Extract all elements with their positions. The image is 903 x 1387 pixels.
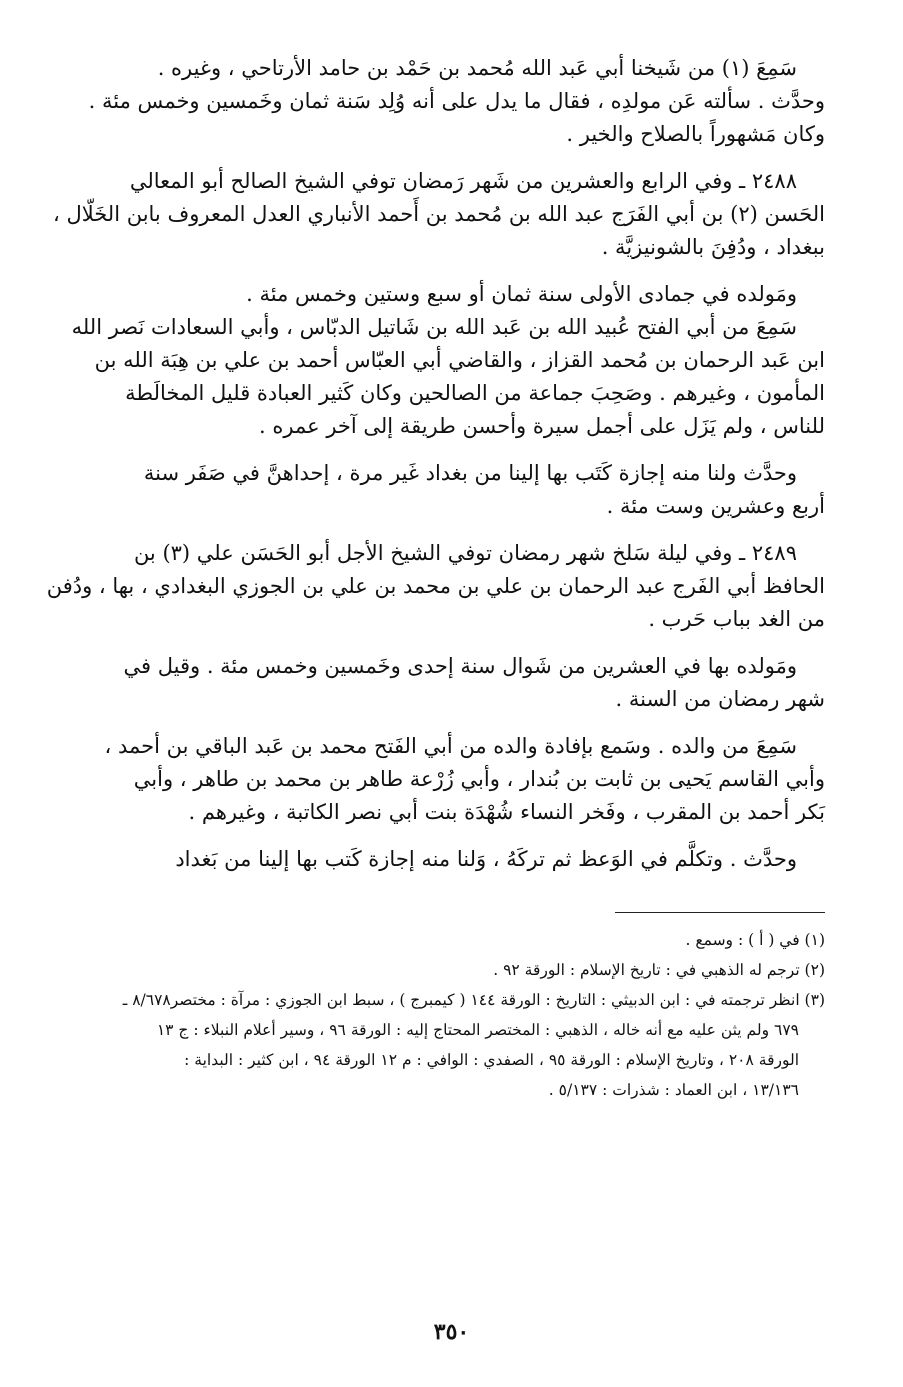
footnotes: [40, 925, 825, 1105]
text-line: الحَسن (٢) بن أبي الفَرَج عبد الله بن مُحمد بن أَحمد الأنباري العدل المعروف بابن الخَلّال ،: [53, 202, 825, 226]
text-line: ابن عَبد الرحمان بن مُحمد القزاز ، والقاضي أبي العبّاس أحمد بن علي بن هِبَة الله بن: [94, 348, 825, 372]
text-line: وحدَّث ولنا منه إجازة كَتَب بها إلينا من بغداد غَير مرة ، إحداهنَّ في صَفَر سنة: [143, 461, 797, 485]
text-line: المأمون ، وغيرهم . وصَحِبَ جماعة من الصالحين وكان كَثير العبادة قليل المخالَطة: [125, 381, 825, 405]
text-line: ببغداد ، ودُفِنَ بالشونيزيَّة .: [601, 235, 825, 259]
entry-2489-teachers: [40, 730, 825, 829]
footnote-3-continuation: ٦٧٩ ولم يثن عليه مع أنه خاله ، الذهبي : المختصر المحتاج إليه : الورقة ٩٦ ، وسير أعلام النبلاء : ج ١٣: [156, 1021, 799, 1039]
entry-2488: [40, 165, 825, 264]
text-line: وكان مَشهوراً بالصلاح والخير .: [566, 122, 825, 146]
footnote-separator: [615, 912, 825, 913]
text-line: بَكر أحمد بن المقرب ، وفَخر النساء شُهْدَة بنت أبي نصر الكاتبة ، وغيرهم .: [188, 800, 825, 824]
footnote-3: (٣) انظر ترجمته في : ابن الدبيثي : التاريخ : الورقة ١٤٤ ( كيمبرج ) ، سبط ابن الجوزي : مرآة : مختصر٨/٦٧٨ ـ: [122, 991, 825, 1009]
text-line: وأبي القاسم يَحيى بن ثابت بن بُندار ، وأبي زُرْعة طاهر بن محمد بن طاهر ، وأبي: [133, 767, 825, 791]
entry-2489: [40, 537, 825, 636]
entry-2488-biography: [40, 278, 825, 443]
text-line: ومَولده في جمادى الأولى سنة ثمان أو سبع وستين وخمس مئة .: [246, 282, 797, 306]
entry-heading-line: ٢٤٨٩ ـ وفي ليلة سَلخ شهر رمضان توفي الشيخ الأجل أبو الحَسَن علي (٣) بن: [133, 541, 797, 565]
footnote-2: (٢) ترجم له الذهبي في : تاريخ الإسلام : الورقة ٩٢ .: [493, 961, 825, 979]
text-line: أربع وعشرين وست مئة .: [606, 494, 825, 518]
text-line: سَمِعَ من أبي الفتح عُبيد الله بن عَبد الله بن شَاتيل الدبّاس ، وأبي السعادات نَصر الله: [71, 315, 797, 339]
text-line: وحدَّث . سألته عَن مولدِه ، فقال ما يدل على أنه وُلِد سَنة ثمان وخَمسين وخمس مئة .: [88, 89, 825, 113]
entry-2489-birth: [40, 650, 825, 716]
text-line: ومَولده بها في العشرين من شَوال سنة إحدى وخَمسين وخمس مئة . وقيل في: [123, 654, 797, 678]
footnote-3-continuation: ١٣/١٣٦ ، ابن العماد : شذرات : ٥/١٣٧ .: [548, 1081, 799, 1099]
page-number: ٣٥٠: [433, 1319, 470, 1345]
text-line: سَمِعَ (١) من شَيخنا أبي عَبد الله مُحمد بن حَمْد بن حامد الأرتاحي ، وغيره .: [157, 56, 797, 80]
text-line: للناس ، ولم يَزَل على أجمل سيرة وأحسن طريقة إلى آخر عمره .: [259, 414, 825, 438]
entry-heading-line: ٢٤٨٨ ـ وفي الرابع والعشرين من شَهر رَمضان توفي الشيخ الصالح أبو المعالي: [129, 169, 797, 193]
text-line: سَمِعَ من والده . وسَمع بإفادة والده من أبي الفَتح محمد بن عَبد الباقي بن أحمد ،: [104, 734, 797, 758]
text-line: وحدَّث . وتكلَّم في الوَعظ ثم تركَهُ ، وَلنا منه إجازة كَتب بها إلينا من بَغداد: [175, 847, 797, 871]
entry-2489-transmission: [40, 843, 825, 876]
entry-2488-transmission: [40, 457, 825, 523]
text-line: شهر رمضان من السنة .: [615, 687, 825, 711]
text-line: الحافظ أبي الفَرج عبد الرحمان بن علي بن محمد بن علي بن الجوزي البغدادي ، بها ، ودُفن: [46, 574, 825, 598]
text-line: من الغد بباب حَرب .: [648, 607, 825, 631]
footnote-3-continuation: الورقة ٢٠٨ ، وتاريخ الإسلام : الورقة ٩٥ ، الصفدي : الوافي : م ١٢ الورقة ٩٤ ، ابن كثير : البداية :: [184, 1051, 799, 1069]
entry-2487-continuation: [40, 52, 825, 151]
footnote-1: (١) في ( أ ) : وسمع .: [685, 931, 825, 949]
